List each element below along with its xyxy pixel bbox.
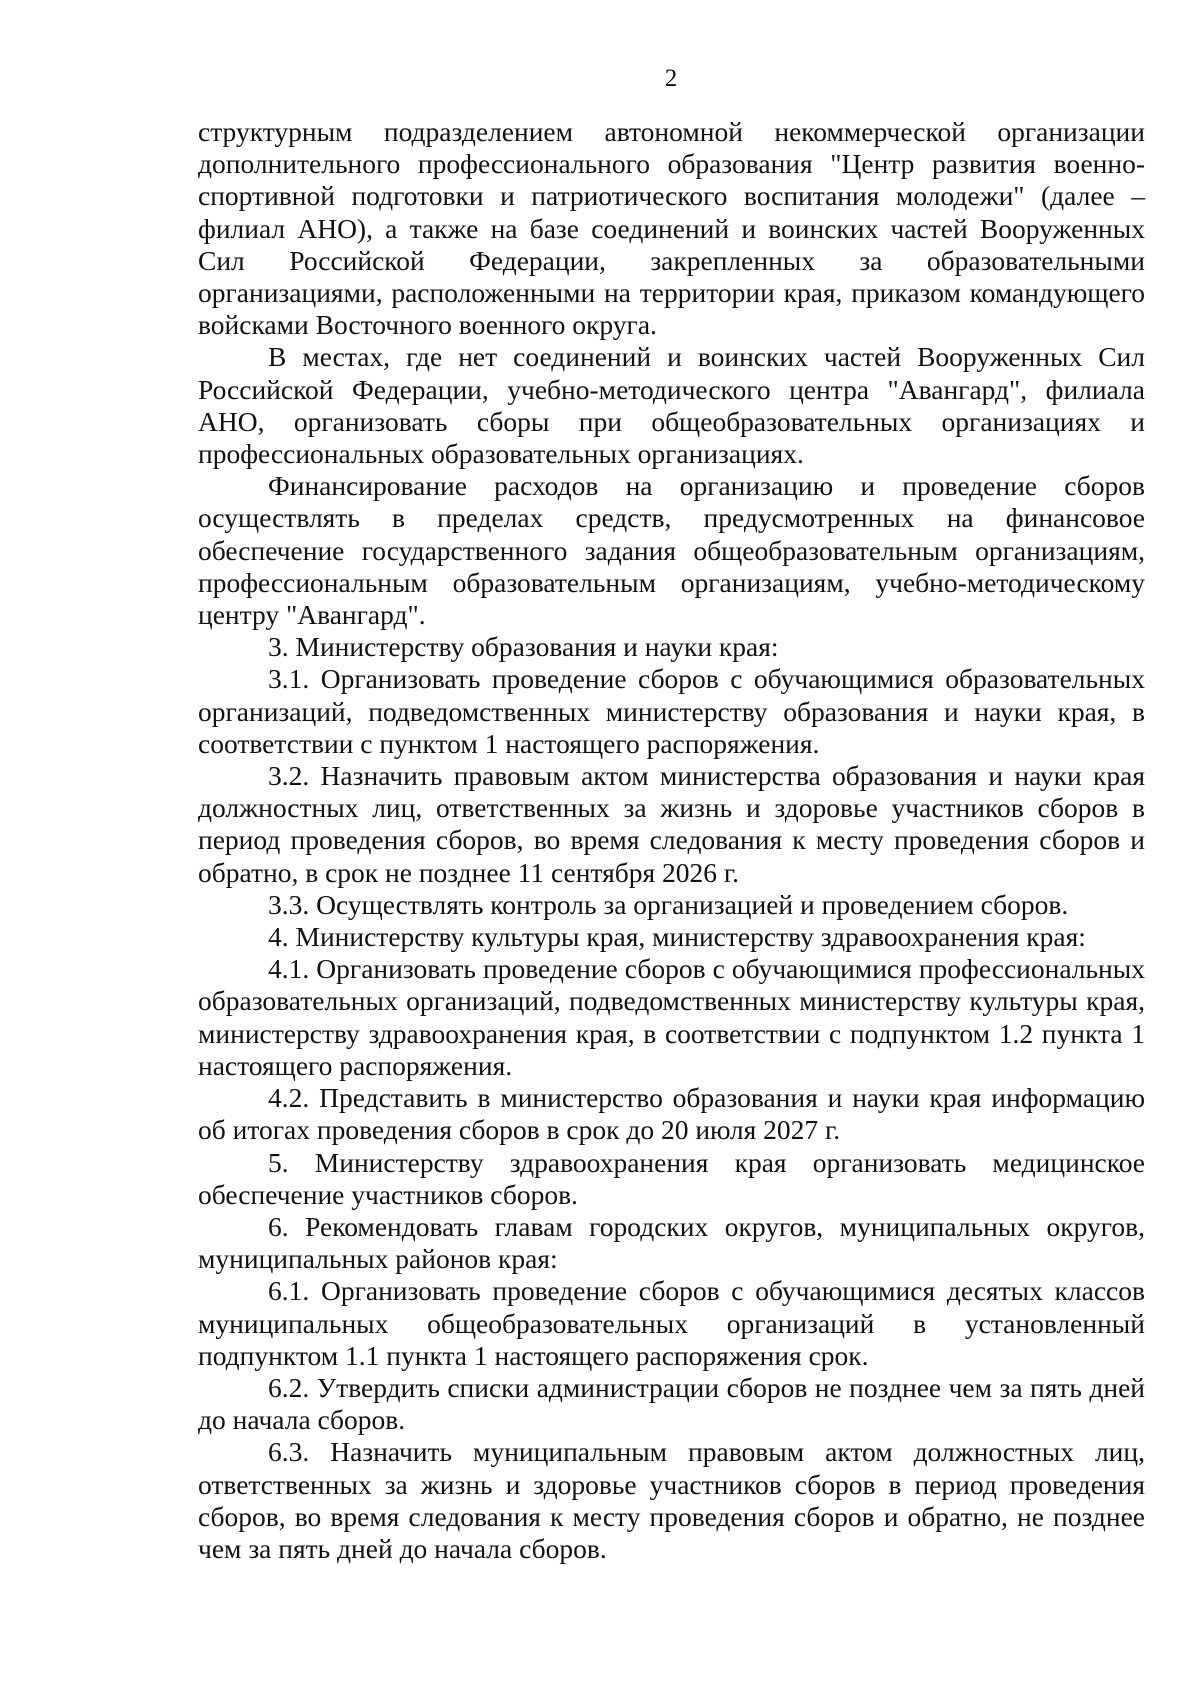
paragraph-item-6: 6. Рекомендовать главам городских округов, муниципальных округов, муниципальных районов края: [198, 1210, 1145, 1275]
document-body [198, 116, 1145, 1565]
paragraph-item-4: 4. Министерству культуры края, министерству здравоохранения края: [268, 921, 1086, 953]
paragraph-item-4-1: 4.1. Организовать проведение сборов с обучающимися профессиональных образовательных организаций, подведомственных министерству культуры края, министерству здравоохранения края, в соответствии с подпунктом 1.2 пункта 1 настоящего распоряжения. [198, 953, 1145, 1081]
paragraph-item-3: 3. Министерству образования и науки края: [268, 631, 779, 663]
paragraph-continuation: структурным подразделением автономной некоммерческой организации дополнительного профессионального образования "Центр развития военно-спортивной подготовки и патриотического воспитания молодежи" (далее – филиал АНО), а также на базе соединений и воинских частей Вооруженных Сил Российской Федерации, закрепленных за образовательными организациями, расположенными на территории края, приказом командующего войсками Восточного военного округа. [198, 116, 1145, 341]
paragraph-item-3-3: 3.3. Осуществлять контроль за организацией и проведением сборов. [268, 888, 1069, 920]
paragraph-item-6-3: 6.3. Назначить муниципальным правовым актом должностных лиц, ответственных за жизнь и здоровье участников сборов в период проведения сборов, во время следования к месту проведения сборов и обратно, не позднее чем за пять дней до начала сборов. [198, 1436, 1145, 1564]
page-number: 2 [664, 65, 678, 92]
paragraph-item-3-1: 3.1. Организовать проведение сборов с обучающимися образовательных организаций, подведомственных министерству образования и науки края, в соответствии с пунктом 1 настоящего распоряжения. [198, 663, 1145, 759]
paragraph-item-4-2: 4.2. Представить в министерство образования и науки края информацию об итогах проведения сборов в срок до 20 июля 2027 г. [198, 1082, 1145, 1146]
paragraph-financing: Финансирование расходов на организацию и проведение сборов осуществлять в пределах средств, предусмотренных на финансовое обеспечение государственного задания общеобразовательным организациям, профессиональным образовательным организациям, учебно-методическому центру "Авангард". [198, 470, 1145, 631]
paragraph-item-6-1: 6.1. Организовать проведение сборов с обучающимися десятых классов муниципальных общеобразовательных организаций в установленный подпунктом 1.1 пункта 1 настоящего распоряжения срок. [198, 1275, 1145, 1371]
paragraph-no-units: В местах, где нет соединений и воинских частей Вооруженных Сил Российской Федерации, учебно-методического центра "Авангард", филиала АНО, организовать сборы при общеобразовательных организациях и профессиональных образовательных организациях. [198, 341, 1145, 470]
paragraph-item-6-2: 6.2. Утвердить списки администрации сборов не позднее чем за пять дней до начала сборов. [198, 1371, 1145, 1436]
paragraph-item-5: 5. Министерству здравоохранения края организовать медицинское обеспечение участников сборов. [198, 1146, 1145, 1210]
paragraph-item-3-2: 3.2. Назначить правовым актом министерства образования и науки края должностных лиц, ответственных за жизнь и здоровье участников сборов в период проведения сборов, во время следования к месту проведения сборов и обратно, в срок не позднее 11 сентября 2026 г. [198, 760, 1145, 888]
